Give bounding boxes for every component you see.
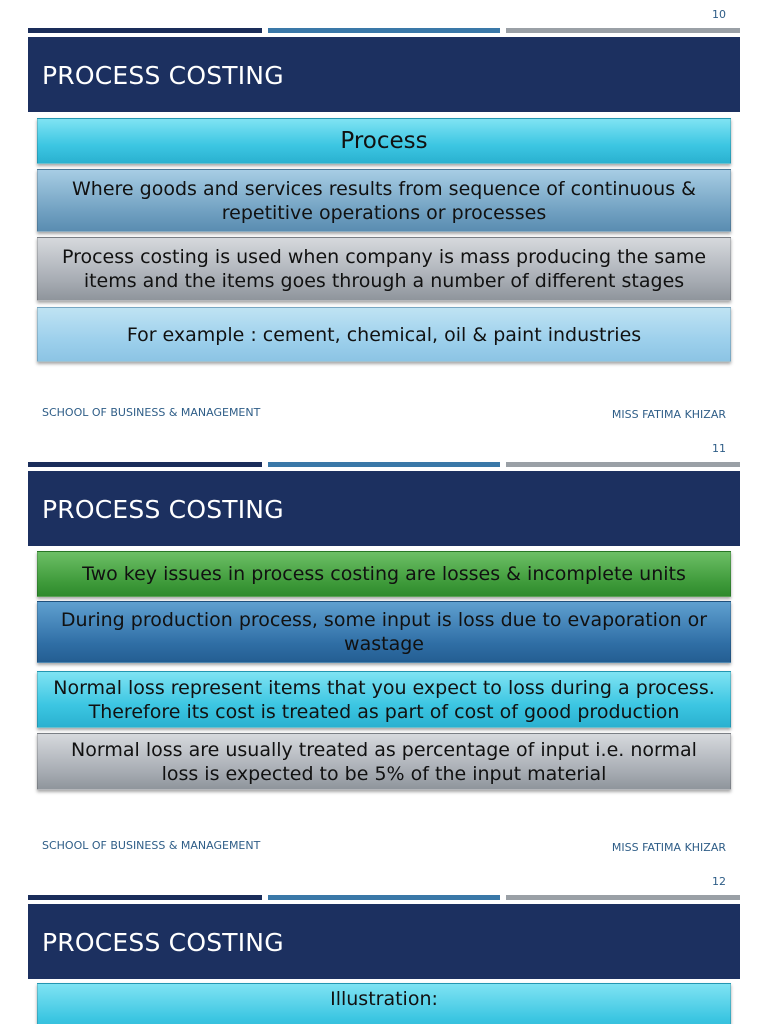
header-stripe-gray	[506, 462, 740, 467]
header-stripe-gray	[506, 895, 740, 900]
title-bar	[28, 471, 740, 546]
slide-number: 10	[712, 8, 726, 21]
header-stripe-dark	[28, 895, 262, 900]
header-stripe-dark	[28, 462, 262, 467]
footer-school: SCHOOL OF BUSINESS & MANAGEMENT	[42, 406, 261, 419]
title-bar	[28, 904, 740, 979]
box-input-loss: During production process, some input is loss due to evaporation or wastage	[37, 601, 731, 663]
footer-school: SCHOOL OF BUSINESS & MANAGEMENT	[42, 839, 261, 852]
box-example: For example : cement, chemical, oil & paint industries	[37, 307, 731, 362]
footer-author: MISS FATIMA KHIZAR	[611, 841, 726, 854]
illustration-heading: Illustration:	[330, 988, 438, 1010]
box-usage: Process costing is used when company is mass producing the same items and the items goes through a number of different stages	[37, 237, 731, 301]
header-stripe-gray	[506, 28, 740, 33]
header-stripe-blue	[268, 462, 500, 467]
slide-number: 12	[712, 875, 726, 888]
box-definition: Where goods and services results from sequence of continuous & repetitive operations or processes	[37, 169, 731, 232]
header-stripe-dark	[28, 28, 262, 33]
box-illustration	[37, 983, 731, 1024]
box-key-issues: Two key issues in process costing are losses & incomplete units	[37, 551, 731, 597]
slide-10	[0, 0, 768, 433]
slide-number: 11	[712, 442, 726, 455]
slide-title: PROCESS COSTING	[42, 61, 284, 90]
footer-author: MISS FATIMA KHIZAR	[611, 408, 726, 421]
slide-title: PROCESS COSTING	[42, 495, 284, 524]
box-normal-loss-percentage: Normal loss are usually treated as percentage of input i.e. normal loss is expected to be 5% of the input material	[37, 733, 731, 790]
title-bar	[28, 37, 740, 112]
header-stripe-blue	[268, 895, 500, 900]
slide-11	[0, 434, 768, 867]
slide-12	[0, 867, 768, 1024]
slide-title: PROCESS COSTING	[42, 928, 284, 957]
header-stripe-blue	[268, 28, 500, 33]
box-normal-loss: Normal loss represent items that you expect to loss during a process. Therefore its cost is treated as part of cost of good production	[37, 671, 731, 728]
box-process-heading: Process	[37, 118, 731, 164]
